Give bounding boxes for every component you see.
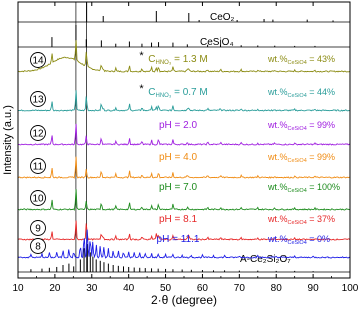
sample-number-label: 8 — [35, 241, 41, 253]
wt-percent-label: $wt.\%_{CeSiO4} = 0\%$ — [268, 234, 331, 246]
x-axis-label: 2·θ (degree) — [150, 293, 218, 307]
wt-percent-label: $wt.\%_{CeSiO4} = 37\%$ — [268, 214, 336, 226]
condition-label: $C_{HNO_3} = 0.7$ M — [148, 87, 208, 99]
x-tick-label: 70 — [233, 283, 245, 294]
reference-label: CeSiO₄ — [200, 37, 234, 48]
wt-percent-label: $wt.\%_{CeSiO4} = 43\%$ — [268, 54, 336, 66]
condition-label: $C_{HNO_3} = 1.3$ M — [148, 54, 208, 66]
xrd-trace-sample-11 — [18, 152, 350, 178]
x-tick-label: 30 — [86, 283, 98, 294]
wt-percent-label: $wt.\%_{CeSiO4} = 99\%$ — [268, 152, 336, 164]
sample-number-label: 12 — [32, 128, 44, 140]
sample-number-label: 9 — [35, 223, 41, 235]
condition-label: pH = 2.0 — [158, 120, 198, 131]
wt-percent-label: $wt.\%_{CeSiO4} = 99\%$ — [268, 120, 336, 132]
x-tick-label: 40 — [123, 283, 135, 294]
x-tick-label: 10 — [12, 283, 24, 294]
xrd-trace-sample-10 — [18, 182, 350, 210]
condition-label: pH = 8.1 — [158, 214, 198, 225]
wt-percent-label: $wt.\%_{CeSiO4} = 100\%$ — [268, 182, 341, 194]
x-tick-label: 80 — [270, 283, 282, 294]
xrd-trace-sample-8 — [18, 230, 350, 258]
reference-pattern-1 — [18, 25, 350, 48]
x-tick-label: 100 — [341, 283, 358, 294]
xrd-trace-sample-13 — [18, 83, 350, 111]
wt-percent-label: $wt.\%_{CeSiO4} = 44\%$ — [268, 87, 336, 99]
reference-label: A-Ce₂Si₂O₇ — [240, 254, 291, 265]
xrd-trace-sample-12 — [18, 120, 350, 145]
condition-label: pH = 11.1 — [156, 234, 200, 245]
reference-pattern-0 — [18, 2, 350, 23]
impurity-star-marker: * — [139, 50, 144, 62]
x-tick-label: 60 — [196, 283, 209, 294]
x-tick-label: 90 — [307, 283, 319, 294]
x-tick-label: 50 — [159, 283, 172, 294]
reference-pattern-2 — [18, 241, 350, 272]
y-axis-label: Intensity (a.u.) — [2, 105, 14, 175]
sample-number-label: 14 — [32, 55, 44, 67]
x-tick-label: 20 — [49, 283, 61, 294]
sample-number-label: 10 — [32, 193, 44, 205]
impurity-star-marker: * — [139, 83, 144, 95]
reference-label: CeO₂ — [210, 12, 235, 23]
condition-label: pH = 7.0 — [158, 182, 198, 193]
sample-number-label: 11 — [32, 161, 44, 173]
xrd-trace-sample-14 — [18, 40, 350, 72]
sample-number-label: 13 — [32, 94, 44, 106]
condition-label: pH = 4.0 — [158, 152, 198, 163]
